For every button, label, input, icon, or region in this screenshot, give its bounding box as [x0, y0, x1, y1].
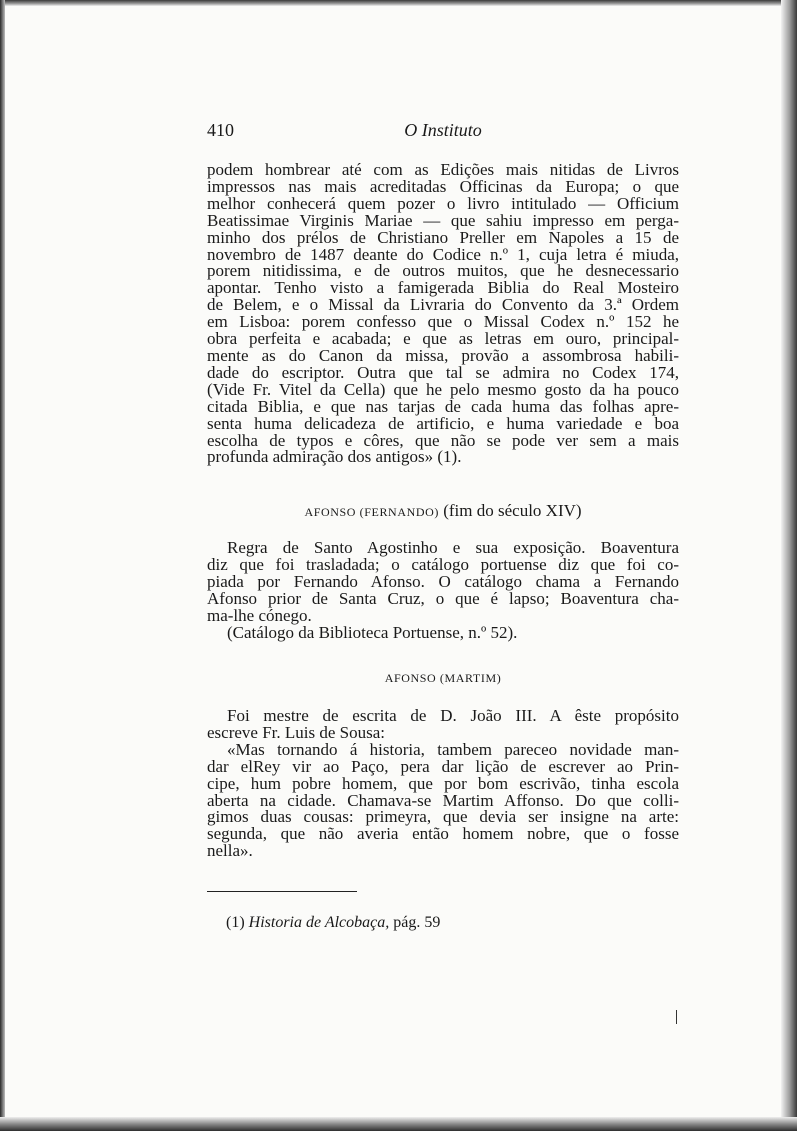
text-line: Afonso prior de Santa Cruz, o que é lapso; Boaventura cha- — [207, 588, 679, 608]
text-line: (Vide Fr. Vitel da Cella) que he pelo mesmo gosto da ha pouco — [207, 379, 679, 399]
heading-date: (fim do século XIV) — [443, 501, 582, 520]
scan-edge-left — [0, 0, 5, 1131]
text-line: melhor conhecerá quem pozer o livro intitulado — Officium — [207, 193, 679, 213]
text-line: dar elRey vir ao Paço, pera dar lição de escrever ao Prin- — [207, 756, 679, 776]
scan-edge-bottom — [0, 1117, 797, 1131]
footnote — [226, 914, 440, 932]
paragraph-3 — [207, 708, 679, 860]
scan-edge-right — [781, 0, 797, 1131]
text-line: novembro de 1487 deante do Codice n.º 1, cuja letra é miuda, — [207, 244, 679, 264]
text-line: «Mas tornando á historia, tambem pareceo novidade man- — [227, 739, 679, 759]
section-heading-afonso-martim — [207, 667, 679, 687]
page-number: 410 — [207, 120, 234, 140]
text-line: ma-lhe cónego. — [207, 605, 312, 625]
text-line: cipe, hum pobre homem, que por bom escrivão, tinha escola — [207, 773, 679, 793]
text-line: mente as do Canon da missa, provão a assombrosa habili- — [207, 345, 679, 365]
margin-mark — [676, 1010, 677, 1024]
text-line: porem nitidissima, e de outros muitos, que he desnecessario — [207, 261, 679, 281]
text-line: de Belem, e o Missal da Livraria do Convento da 3.ª Ordem — [207, 295, 679, 315]
footnote-divider — [207, 891, 357, 892]
text-line: gimos duas cousas: primeyra, que devia ser insigne na arte: — [207, 807, 679, 827]
text-line: escreve Fr. Luis de Sousa: — [207, 722, 385, 742]
footnote-page: pág. 59 — [393, 914, 441, 931]
paragraph-1 — [207, 162, 679, 466]
text-line: Beatissimae Virginis Mariae — que sahiu impresso em perga- — [207, 210, 679, 230]
paragraph-2 — [207, 540, 679, 641]
text-line: Foi mestre de escrita de D. João III. A êste propósito — [227, 706, 679, 725]
heading-name: AFONSO (MARTIM) — [384, 671, 502, 685]
text-line: aberta na cidade. Chamava-se Martim Affonso. Do que colli- — [207, 790, 679, 810]
text-line: minho dos prélos de Christiano Preller em Napoles a 15 de — [207, 227, 679, 247]
text-line: podem hombrear até com as Edições mais nitidas de Livros — [207, 160, 679, 179]
scan-edge-top — [0, 0, 797, 6]
heading-name: AFONSO (FERNANDO) — [304, 505, 439, 519]
footnote-title: Historia de Alcobaça, — [248, 914, 390, 931]
running-title: O Instituto — [404, 120, 482, 140]
text-line: dade do escriptor. Outra que tal se admira no Codex 174, — [207, 362, 679, 382]
text-line: diz que foi trasladada; o catálogo portuense diz que foi co- — [207, 554, 679, 574]
text-line: senta huma delicadeza de artificio, e huma variedade e boa — [207, 413, 679, 433]
page-header — [207, 120, 679, 144]
footnote-marker: (1) — [226, 914, 245, 931]
text-line: em Lisboa: porem confesso que o Missal Codex n.º 152 he — [207, 312, 679, 332]
text-line: obra perfeita e acabada; e que as letras em ouro, principal- — [207, 329, 679, 349]
text-line: nella». — [207, 841, 253, 861]
text-line: escolha de typos e côres, que não se pode ver sem a mais — [207, 430, 679, 450]
citation-line: (Catálogo da Biblioteca Portuense, n.º 52). — [227, 622, 518, 642]
text-line: citada Biblia, e que nas tarjas de cada huma das folhas apre- — [207, 396, 679, 416]
text-line: segunda, que não averia então homem nobre, que o fosse — [207, 824, 679, 844]
text-line: piada por Fernando Afonso. O catálogo chama a Fernando — [207, 571, 679, 591]
section-heading-afonso-fernando — [207, 501, 679, 521]
text-line: apontar. Tenho visto a famigerada Biblia do Real Mosteiro — [207, 278, 679, 298]
text-line: impressos nas mais acreditadas Officinas da Europa; o que — [207, 176, 679, 196]
text-line: profunda admiração dos antigos» (1). — [207, 447, 462, 467]
text-line: Regra de Santo Agostinho e sua exposição. Boaventura — [227, 538, 679, 557]
